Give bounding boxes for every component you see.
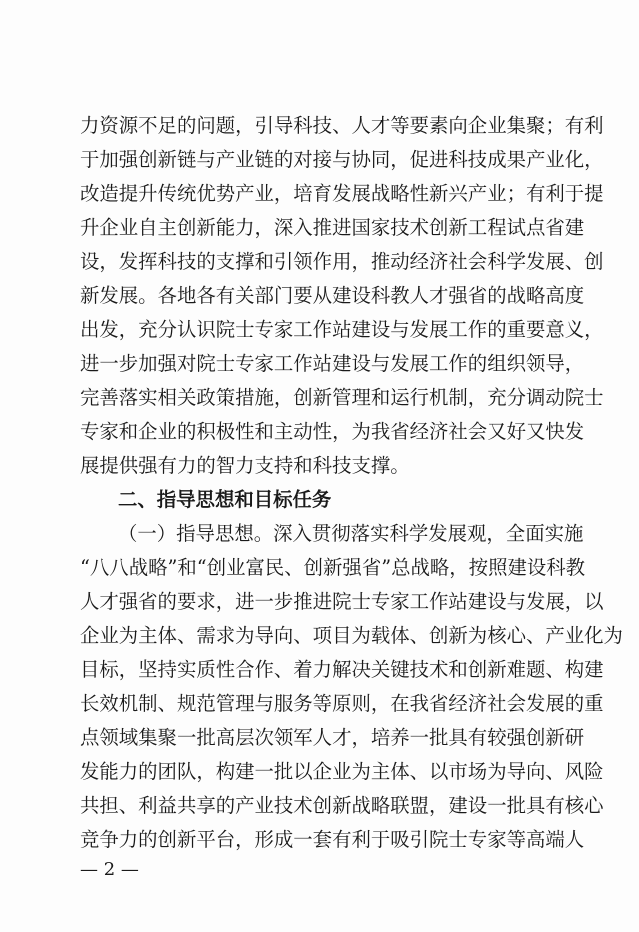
section-heading: 二、指导思想和目标任务 (118, 488, 332, 511)
text-line: 于加强创新链与产业链的对接与协同，促进科技成果产业化， (80, 148, 604, 171)
text-line: （一）指导思想。深入贯彻落实科学发展观，全面实施 (118, 522, 584, 545)
text-line: 升企业自主创新能力，深入推进国家技术创新工程试点省建 (80, 216, 585, 239)
text-line: 设，发挥科技的支撑和引领作用，推动经济社会科学发展、创 (80, 250, 604, 273)
text-line: 共担、利益共享的产业技术创新战略联盟，建设一批具有核心 (80, 794, 604, 817)
text-line: 长效机制、规范管理与服务等原则，在我省经济社会发展的重 (80, 692, 604, 715)
text-line: 出发，充分认识院士专家工作站建设与发展工作的重要意义， (80, 318, 604, 341)
text-line: “八八战略”和“创业富民、创新强省”总战略，按照建设科教 (80, 556, 586, 579)
text-line: 目标，坚持实质性合作、着力解决关键技术和创新难题、构建 (80, 658, 604, 681)
text-line: 展提供强有力的智力支持和科技支撑。 (80, 454, 410, 477)
text-line: 力资源不足的问题，引导科技、人才等要素向企业集聚；有利 (80, 114, 604, 137)
text-line: 竞争力的创新平台，形成一套有利于吸引院士专家等高端人 (80, 828, 585, 851)
text-line: 发能力的团队，构建一批以企业为主体、以市场为导向、风险 (80, 760, 604, 783)
text-line: 新发展。各地各有关部门要从建设科教人才强省的战略高度 (80, 284, 585, 307)
text-line: 改造提升传统优势产业，培育发展战略性新兴产业；有利于提 (80, 182, 604, 205)
text-line: 进一步加强对院士专家工作站建设与发展工作的组织领导， (80, 352, 585, 375)
text-line: 完善落实相关政策措施，创新管理和运行机制，充分调动院士 (80, 386, 604, 409)
text-line: 点领域集聚一批高层次领军人才，培养一批具有较强创新研 (80, 726, 585, 749)
text-line: 专家和企业的积极性和主动性，为我省经济社会又好又快发 (80, 420, 585, 443)
page-number: — 2 — (80, 859, 139, 880)
text-line: 人才强省的要求，进一步推进院士专家工作站建设与发展，以 (80, 590, 604, 613)
text-line: 企业为主体、需求为导向、项目为载体、创新为核心、产业化为 (80, 624, 623, 647)
